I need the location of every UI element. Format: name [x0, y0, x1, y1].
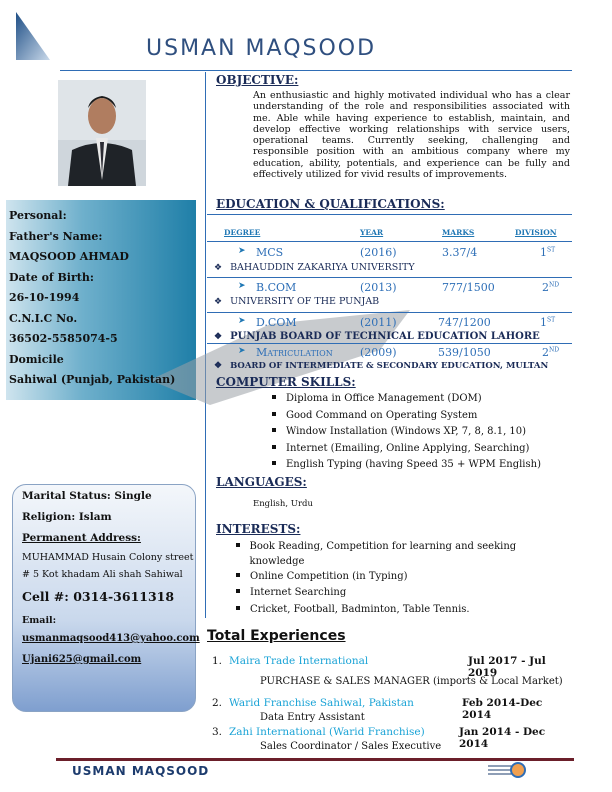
email-link-2[interactable]: Ujani625@gmail.com [22, 654, 142, 665]
address-line-2: # 5 Kot khadam Ali shah Sahiwal [22, 569, 183, 580]
edu-degree: Matriculation [256, 346, 333, 359]
interest-item: Cricket, Football, Badminton, Table Tennis. [236, 604, 470, 615]
personal-details [9, 206, 175, 391]
email-label: Email: [22, 615, 57, 626]
edu-row-1 [238, 246, 568, 260]
bullet-icon [236, 589, 240, 593]
page-title: USMAN MAQSOOD [146, 36, 377, 61]
experience-item-1 [212, 655, 572, 695]
email-link-1[interactable]: usmanmaqsood413@yahoo.com [22, 633, 200, 644]
bullet-icon [272, 445, 276, 449]
edu-degree: D.COM [256, 316, 297, 329]
bullet-icon [236, 606, 240, 610]
education-rule-1 [207, 277, 572, 278]
diamond-bullet-icon: ❖ [214, 361, 223, 371]
diamond-bullet-icon: ❖ [214, 332, 223, 342]
cell-number: Cell #: 0314-3611318 [22, 589, 175, 604]
edu-degree: B.COM [256, 281, 297, 294]
languages-heading: LANGUAGES: [216, 475, 307, 489]
skill-item: Internet (Emailing, Online Applying, Searching) [272, 443, 529, 454]
edu-institute-3: ❖ PUNJAB BOARD OF TECHNICAL EDUCATION LAHORE [214, 331, 540, 342]
address-line-1: MUHAMMAD Husain Colony street [22, 552, 194, 563]
edu-col-division: DIVISION [515, 228, 557, 237]
edu-division: 1ST [540, 316, 556, 329]
edu-institute-2: ❖ UNIVERSITY OF THE PUNJAB [214, 296, 380, 307]
experience-item-3 [212, 726, 572, 756]
edu-row-4 [238, 346, 568, 360]
experience-company: Zahi International (Warid Franchise) [229, 726, 425, 738]
arrow-right-icon: ➤ [238, 281, 246, 291]
edu-degree: MCS [256, 246, 284, 259]
edu-division: 1ST [540, 246, 556, 259]
experience-role: Sales Coordinator / Sales Executive [260, 741, 442, 752]
bullet-icon [272, 461, 276, 465]
footer-name: USMAN MAQSOOD [72, 764, 210, 778]
education-rule-2 [207, 312, 572, 313]
corner-triangle-decoration [14, 10, 52, 62]
edu-marks: 539/1050 [438, 346, 491, 359]
experience-dates: Jul 2017 - Jul 2019 [468, 655, 546, 679]
father-value: MAQSOOD AHMAD [9, 250, 129, 263]
dob-label: Date of Birth: [9, 270, 94, 284]
interest-item: Book Reading, Competition for learning and seeking knowledge [236, 539, 536, 569]
edu-year: (2009) [360, 346, 397, 359]
objective-heading: OBJECTIVE: [216, 73, 299, 87]
experience-dates: Jan 2014 - Dec 2014 [459, 726, 546, 750]
experience-role: Data Entry Assistant [260, 712, 365, 723]
education-rule-3 [207, 343, 572, 344]
computer-skills-heading: COMPUTER SKILLS: [216, 375, 356, 389]
diamond-bullet-icon: ❖ [214, 263, 223, 273]
edu-division: 2ND [542, 346, 560, 359]
edu-institute-4: ❖ BOARD OF INTERMEDIATE & SECONDARY EDUCATION, MULTAN [214, 361, 549, 371]
experience-dates: Feb 2014-Dec 2014 [462, 697, 543, 721]
contact-details [22, 490, 200, 674]
experience-number: 2. [212, 697, 223, 709]
header-rule [60, 70, 572, 71]
bullet-icon [236, 543, 240, 547]
objective-text: An enthusiastic and highly motivated individual who has a clear understanding of the role and responsibilities associated with me. Able while having experience to establish, maintain, and develop effective working relationships with service users, operational teams. Currently seeking, challenging and responsible position with an ambitious company where my education, ability, potentials, and experience can be fully and effectively utilized for vivid results of improvements. [253, 90, 570, 181]
education-rule-header [207, 241, 572, 242]
experience-number: 3. [212, 726, 223, 738]
arrow-right-icon: ➤ [238, 246, 246, 256]
footer-logo-icon [488, 760, 532, 780]
experience-number: 1. [212, 655, 223, 667]
dob-value: 26-10-1994 [9, 291, 80, 304]
bullet-icon [272, 412, 276, 416]
diamond-bullet-icon: ❖ [214, 297, 223, 307]
edu-marks: 3.37/4 [442, 246, 478, 259]
education-rule-top [207, 214, 572, 215]
bullet-icon [272, 395, 276, 399]
interest-item: Online Competition (in Typing) [236, 571, 408, 582]
father-label: Father's Name: [9, 229, 103, 243]
religion: Religion: Islam [22, 511, 112, 523]
skill-item: Window Installation (Windows XP, 7, 8, 8.1, 10) [272, 426, 526, 437]
skill-item: English Typing (having Speed 35 + WPM English) [272, 459, 541, 470]
skill-item: Diploma in Office Management (DOM) [272, 393, 482, 404]
edu-year: (2016) [360, 246, 397, 259]
arrow-right-icon: ➤ [238, 346, 246, 356]
skill-item: Good Command on Operating System [272, 410, 477, 421]
edu-col-year: YEAR [360, 228, 384, 237]
bullet-icon [272, 428, 276, 432]
edu-row-2 [238, 281, 568, 295]
profile-photo [58, 80, 146, 186]
bullet-icon [236, 573, 240, 577]
personal-heading: Personal: [9, 209, 67, 222]
domicile-label: Domicile [9, 352, 64, 366]
address-label: Permanent Address: [22, 532, 141, 544]
edu-institute-1: ❖ BAHAUDDIN ZAKARIYA UNIVERSITY [214, 262, 415, 273]
education-heading: EDUCATION & QUALIFICATIONS: [216, 197, 445, 211]
edu-division: 2ND [542, 281, 560, 294]
edu-marks: 777/1500 [442, 281, 495, 294]
edu-row-3 [238, 316, 568, 330]
domicile-value: Sahiwal (Punjab, Pakistan) [9, 373, 176, 386]
experience-company: Warid Franchise Sahiwal, Pakistan [229, 697, 414, 709]
edu-year: (2011) [360, 316, 397, 329]
edu-marks: 747/1200 [438, 316, 491, 329]
interests-heading: INTERESTS: [216, 522, 301, 536]
experience-company: Maira Trade International [229, 655, 369, 667]
arrow-right-icon: ➤ [238, 316, 246, 326]
edu-col-marks: MARKS [442, 228, 475, 237]
edu-year: (2013) [360, 281, 397, 294]
experience-heading: Total Experiences [207, 628, 346, 644]
edu-col-degree: DEGREE [224, 228, 261, 237]
interest-item: Internet Searching [236, 587, 346, 598]
marital-status: Marital Status: Single [22, 490, 152, 502]
experience-item-2 [212, 697, 572, 727]
languages-text: English, Urdu [253, 499, 313, 509]
cnic-label: C.N.I.C No. [9, 311, 78, 325]
experience-role: PURCHASE & SALES MANAGER (imports & Local Market) [260, 676, 563, 687]
cnic-value: 36502-5585074-5 [9, 332, 118, 345]
